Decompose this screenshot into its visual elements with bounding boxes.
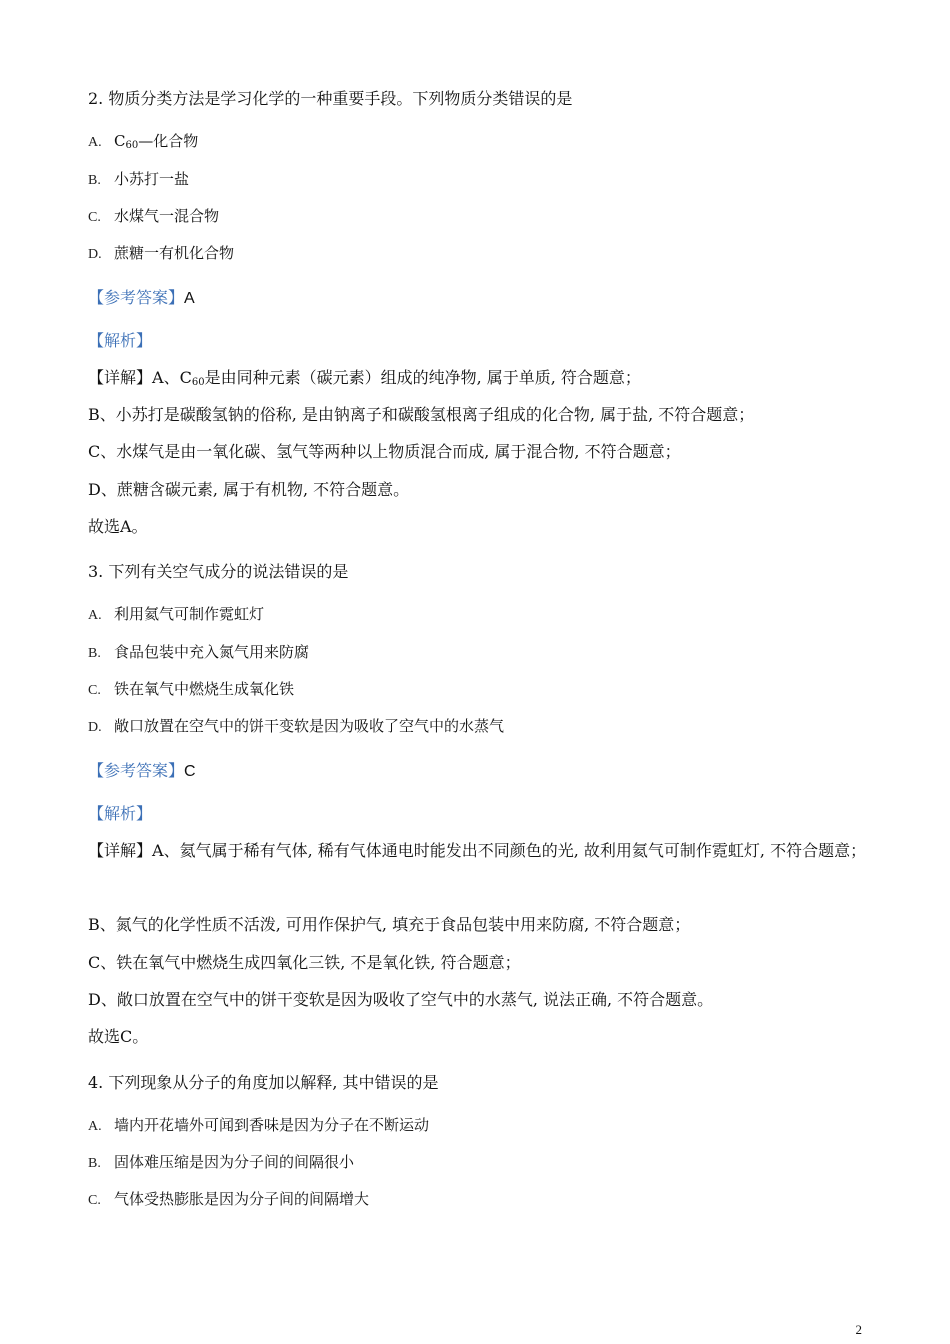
detail-label: 【详解】 [88, 368, 153, 387]
q3-analysis-label: 【解析】 [88, 804, 153, 823]
option-letter: A. [88, 135, 102, 150]
option-letter: A. [88, 608, 102, 623]
detail-text: 是由同种元素（碳元素）组成的纯净物, 属于单质, 符合题意； [204, 368, 641, 387]
page-number: 2 [855, 1322, 862, 1337]
q4-option-c [88, 1188, 369, 1212]
detail-label: 【详解】 [88, 841, 153, 860]
q2-detail-b: B、小苏打是碳酸氢钠的俗称, 是由钠离子和碳酸氢根离子组成的化合物, 属于盐, 不符合题意； [88, 405, 755, 424]
detail-subscript: 60 [191, 377, 205, 388]
q2-detail-a [88, 367, 641, 389]
q2-detail-c: C、水煤气是由一氧化碳、氢气等两种以上物质混合而成, 属于混合物, 不符合题意； [88, 442, 681, 461]
answer-value: C [184, 763, 196, 780]
q4-option-a [88, 1114, 429, 1138]
option-text: 气体受热膨胀是因为分子间的间隔增大 [114, 1190, 370, 1208]
q3-answer [88, 760, 196, 783]
option-letter: B. [88, 173, 101, 188]
q3-conclusion: 故选C。 [88, 1027, 149, 1046]
q4-option-b [88, 1151, 354, 1175]
option-letter: C. [88, 683, 101, 698]
q3-option-a [88, 603, 264, 627]
option-text: 食品包装中充入氮气用来防腐 [114, 643, 310, 661]
q2-stem: 2. 物质分类方法是学习化学的一种重要手段。下列物质分类错误的是 [88, 89, 573, 108]
option-letter: C. [88, 1193, 101, 1208]
detail-text: A、C [152, 368, 192, 387]
q3-option-c [88, 678, 294, 702]
option-letter: B. [88, 1156, 101, 1171]
option-letter: A. [88, 1119, 102, 1134]
option-letter: C. [88, 210, 101, 225]
q3-detail-d: D、敞口放置在空气中的饼干变软是因为吸收了空气中的水蒸气, 说法正确, 不符合题意。 [88, 990, 714, 1009]
answer-label: 【参考答案】 [88, 761, 185, 780]
q2-analysis-label: 【解析】 [88, 331, 153, 350]
q2-option-a [88, 130, 198, 154]
q3-detail-c: C、铁在氧气中燃烧生成四氧化三铁, 不是氧化铁, 符合题意； [88, 953, 521, 972]
option-text: 铁在氧气中燃烧生成氧化铁 [114, 680, 295, 698]
q3-option-d [88, 715, 504, 739]
option-text: 利用氦气可制作霓虹灯 [114, 605, 265, 623]
q3-detail-b: B、氮气的化学性质不活泼, 可用作保护气, 填充于食品包装中用来防腐, 不符合题意； [88, 915, 691, 934]
q2-option-d [88, 242, 234, 266]
q2-option-b [88, 168, 189, 192]
detail-text: A、氦气属于稀有气体, 稀有气体通电时能发出不同颜色的光, 故利用氦气可制作霓虹灯, 不符合题意； [152, 841, 867, 860]
option-text: 固体难压缩是因为分子间的间隔很小 [114, 1153, 355, 1171]
option-subscript: 60 [125, 140, 139, 151]
option-chem: C [114, 132, 126, 150]
option-text: —化合物 [138, 132, 199, 150]
answer-value: A [184, 290, 195, 307]
q2-detail-d: D、蔗糖含碳元素, 属于有机物, 不符合题意。 [88, 480, 410, 499]
option-letter: D. [88, 720, 102, 735]
option-letter: B. [88, 646, 101, 661]
q2-answer [88, 287, 195, 310]
option-text: 蔗糖一有机化合物 [114, 244, 235, 262]
option-text: 水煤气一混合物 [114, 207, 220, 225]
q3-stem: 3. 下列有关空气成分的说法错误的是 [88, 562, 349, 581]
option-text: 墙内开花墙外可闻到香味是因为分子在不断运动 [114, 1116, 430, 1134]
q2-conclusion: 故选A。 [88, 517, 148, 536]
q4-stem: 4. 下列现象从分子的角度加以解释, 其中错误的是 [88, 1073, 439, 1092]
q2-option-c [88, 205, 219, 229]
option-text: 敞口放置在空气中的饼干变软是因为吸收了空气中的水蒸气 [114, 717, 505, 735]
q3-detail-a [88, 832, 868, 869]
q3-option-b [88, 641, 309, 665]
option-letter: D. [88, 247, 102, 262]
answer-label: 【参考答案】 [88, 288, 185, 307]
option-text: 小苏打一盐 [114, 170, 190, 188]
